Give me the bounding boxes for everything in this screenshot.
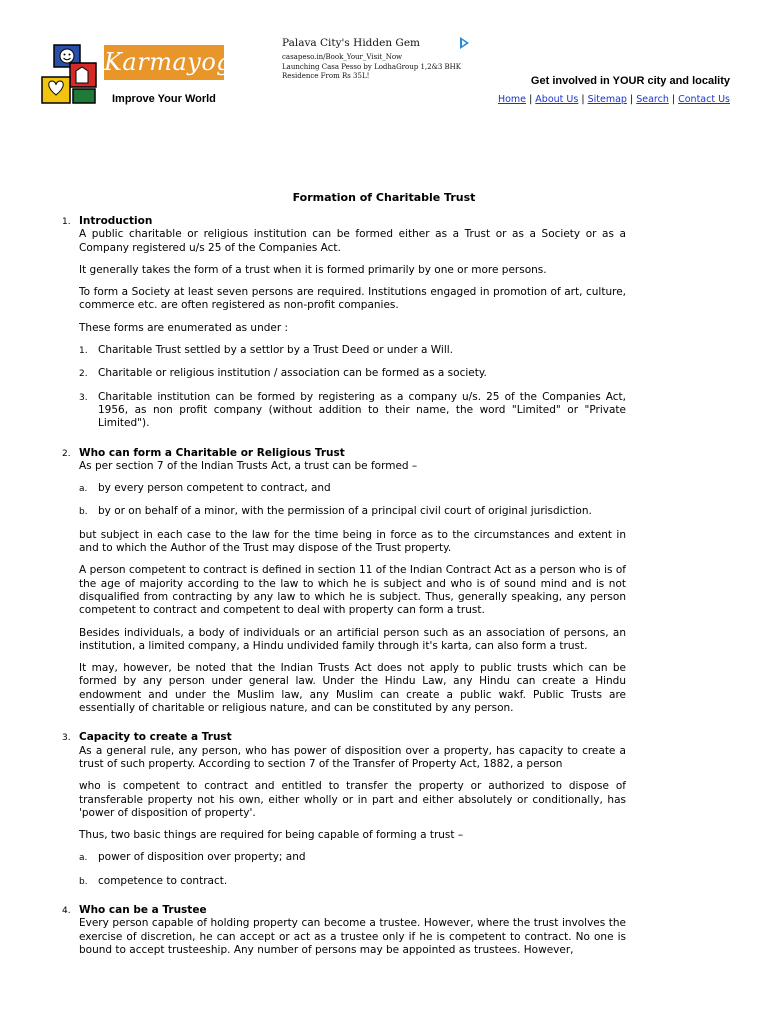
nav-separator: | xyxy=(529,94,533,105)
list-marker: 2. xyxy=(79,369,88,380)
nav-search-link[interactable]: Search xyxy=(636,94,669,105)
list-item xyxy=(79,344,626,357)
list-item-text: Charitable or religious institution / association can be formed as a society. xyxy=(98,367,487,380)
list-item-text: by or on behalf of a minor, with the permission of a principal civil court of original jurisdiction. xyxy=(98,505,592,518)
paragraph: but subject in each case to the law for the time being in force as to the circumstances and extent in and to which the Author of the Trust may dispose of the Trust property. xyxy=(79,528,626,555)
list-marker: a. xyxy=(79,853,88,864)
paragraph: A public charitable or religious institution can be formed either as a Trust or as a Society or as a Company registered u/s 25 of the Companies Act. xyxy=(79,228,626,254)
list-marker: 3. xyxy=(79,392,88,403)
paragraph: Besides individuals, a body of individuals or an artificial person such as an association of persons, an institution, a limited company, a Hindu undivided family through it's karta, can also form a trust. xyxy=(79,626,626,652)
paragraph: who is competent to contract and entitled to transfer the property or authorized to dispose of transferable property not his own, either wholly or in part and either absolutely or conditionally, has 'power of disposition of property'. xyxy=(79,780,626,819)
nav-separator: | xyxy=(671,94,676,105)
nav-sitemap-link[interactable]: Sitemap xyxy=(587,94,627,105)
header-cta: Get involved in YOUR city and locality xyxy=(530,75,730,87)
list-marker: a. xyxy=(79,484,88,495)
nav-separator: | xyxy=(581,94,585,105)
paragraph: Every person capable of holding property can become a trustee. However, where the trust involves the exercise of discretion, he can accept or act as a trustee only if he is competent to contract. No one is bound to accept trusteeship. Any number of persons may be appointed as trustees. However, xyxy=(79,917,626,956)
ad-title[interactable]: Palava City's Hidden Gem xyxy=(282,37,420,49)
paragraph: Thus, two basic things are required for being capable of forming a trust – xyxy=(79,829,464,842)
list-item xyxy=(79,505,626,518)
section-capacity xyxy=(62,731,626,888)
karmayog-logo-text[interactable]: Karmayog xyxy=(104,45,224,80)
section-heading: Capacity to create a Trust xyxy=(79,731,232,744)
paragraph: A person competent to contract is defined in section 11 of the Indian Contract Act as a person who is of the age of majority according to the law to which he is subject and who is of sound mind and is not disqualified from contracting by any law to which he is subject. Thus, generally speaking, any person competent to contract and competent to deal with property can form a trust. xyxy=(79,564,626,617)
list-marker: 1. xyxy=(79,346,88,357)
section-heading: Who can be a Trustee xyxy=(79,903,207,916)
list-item xyxy=(79,482,626,495)
section-who-can-form xyxy=(62,447,626,716)
section-heading: Who can form a Charitable or Religious Trust xyxy=(79,446,345,459)
list-item xyxy=(79,391,626,431)
paragraph: As a general rule, any person, who has power of disposition over a property, has capacity to create a trust of such property. According to section 7 of the Transfer of Property Act, 1882, a person xyxy=(79,744,626,770)
tagline: Improve Your World xyxy=(112,93,216,105)
section-who-can-be-trustee xyxy=(62,904,626,957)
list-item-text: competence to contract. xyxy=(98,874,228,887)
section-number: 3. xyxy=(62,733,71,744)
section-number: 2. xyxy=(62,448,71,459)
section-number: 1. xyxy=(62,217,71,227)
list-item xyxy=(79,875,626,888)
paragraph: As per section 7 of the Indian Trusts Act, a trust can be formed – xyxy=(79,459,418,472)
karmayog-logo-icon[interactable] xyxy=(40,43,100,105)
list-marker: b. xyxy=(79,876,88,887)
ad-block[interactable] xyxy=(282,37,482,82)
nav-contact-link[interactable]: Contact Us xyxy=(678,94,730,105)
nav-separator: | xyxy=(629,94,634,105)
list-item-text: by every person competent to contract, and xyxy=(98,482,331,495)
list-item-text: power of disposition over property; and xyxy=(98,851,306,864)
top-nav xyxy=(498,94,730,105)
section-introduction xyxy=(62,215,626,431)
list-item-text: Charitable Trust settled by a settlor by a Trust Deed or under a Will. xyxy=(98,344,453,357)
paragraph: It may, however, be noted that the Indian Trusts Act does not apply to public trusts which can be formed by any person under general law. Under the Hindu Law, any Hindu can create a Hindu endowment and under the Muslim law, any Muslim can create a public wakf. Public Trusts are essentially of charitable or religious nature, and can be constituted by any person. xyxy=(79,662,626,715)
paragraph: These forms are enumerated as under : xyxy=(79,321,289,334)
ad-url[interactable]: casapeso.in/Book_Your_Visit_Now xyxy=(282,53,403,61)
document-body xyxy=(62,215,626,973)
list-item xyxy=(79,851,626,864)
list-item-text: Charitable institution can be formed by registering as a company u/s. 25 of the Companies Act, 1956, as non profit company (without addition to their name, the word "Limited" or "Private Limited"). xyxy=(98,390,626,430)
paragraph: It generally takes the form of a trust when it is formed primarily by one or more persons. xyxy=(79,263,547,276)
list-item xyxy=(79,367,626,380)
paragraph: To form a Society at least seven persons are required. Institutions engaged in promotion of art, culture, commerce etc. are often registered as non-profit companies. xyxy=(79,286,626,312)
section-number: 4. xyxy=(62,905,71,916)
adchoices-icon[interactable] xyxy=(460,37,469,49)
document-title: Formation of Charitable Trust xyxy=(292,191,476,204)
nav-home-link[interactable]: Home xyxy=(497,94,527,105)
section-heading: Introduction xyxy=(79,215,153,227)
nav-about-link[interactable]: About Us xyxy=(535,94,579,105)
ad-body[interactable]: Launching Casa Pesso by LodhaGroup 1,2&3 BHK Residence From Rs 35L! xyxy=(282,62,461,80)
list-marker: b. xyxy=(79,507,88,518)
